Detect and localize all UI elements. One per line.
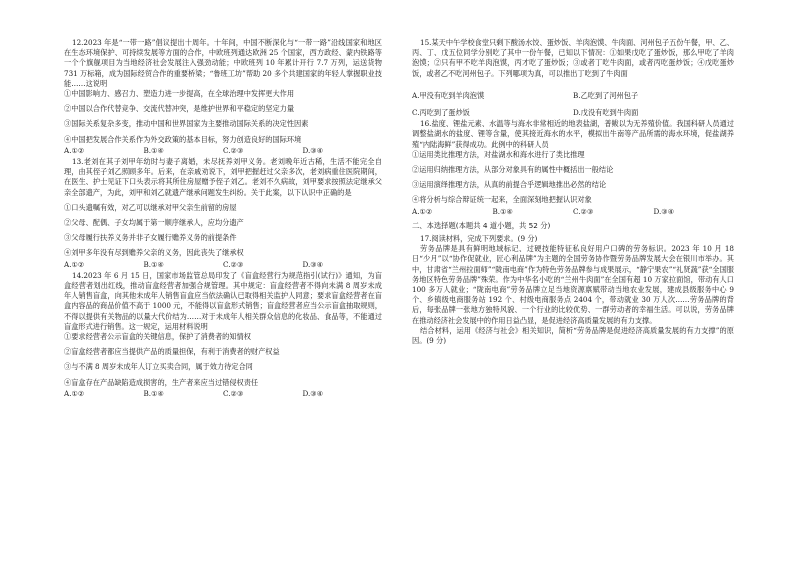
q12-option-1: ①中国影响力、感召力、塑造力进一步提高，在全球治理中发挥更大作用 xyxy=(64,89,295,99)
q16-choice-d: D.③④ xyxy=(653,206,675,216)
q12-choice-d: D.③④ xyxy=(302,145,324,155)
q14-option-1: ①要求经营者公示盲盒的关键信息，保护了消费者的知情权 xyxy=(64,332,251,342)
q16-option-2: ②运用归纳推理方法，从部分对象具有的属性中概括出一般结论 xyxy=(412,165,614,175)
q12-choice-b: B.①④ xyxy=(143,145,164,155)
q13-option-3: ③父母履行扶养义务并非子女履行赡养义务的前提条件 xyxy=(64,233,237,243)
q12-choices xyxy=(64,146,382,156)
q13-choice-d: D.③④ xyxy=(302,259,324,269)
section-2-heading: 二、本选择题(本题共 4 道小题，共 52 分) xyxy=(412,220,551,230)
q14-choice-b: B.①④ xyxy=(143,388,164,398)
q13-option-2: ②父母、配偶、子女均属于第一顺序继承人，应均分遗产 xyxy=(64,218,244,228)
q16-option-1: ①运用类比推理方法，对盐湖水和海水进行了类比推理 xyxy=(412,149,585,159)
q13-choices xyxy=(64,260,382,270)
q13-choice-c: C.②③ xyxy=(223,259,244,269)
right-column xyxy=(412,38,734,346)
q16-choice-c: C.②③ xyxy=(573,206,594,216)
q14-choice-a: A.①② xyxy=(64,388,85,398)
q13-option-1: ①口头遗嘱有效，对乙可以继承对甲父亲生前留的房屋 xyxy=(64,202,237,212)
q14-choice-c: C.②③ xyxy=(223,388,244,398)
q12-option-4: ④中国把发展合作关系作为外交政策的基本目标，努力创造良好的国际环境 xyxy=(64,134,302,144)
q14-option-2: ②盲盒经营者都应当提供产品的质量担保，有利于消费者的财产权益 xyxy=(64,347,280,357)
q14-choice-d: D.③④ xyxy=(302,388,324,398)
q16-option-4: ④将分析与综合辩证统一起来，全面深刻地把握认识对象 xyxy=(412,195,592,205)
q16-choices xyxy=(412,207,734,217)
q14-option-3: ③与不满 8 周岁未成年人订立买卖合同，属于效力待定合同 xyxy=(64,362,253,372)
q14-option-4: ④盲盒存在产品缺陷造成损害的，生产者来应当过错侵权责任 xyxy=(64,377,259,387)
q13-stem: 13.老刘在其子刘甲年幼时与妻子离婚，未尽抚养刘甲义务。老刘晚年近古稀，生活不能完全自理，由其侄子刘乙照顾多年。后来，在亲戚劝说下，刘甲把握赶过父亲多次，老刘病重住医院期间，在医生、护士见证下口头表示将其所住房屋赠予侄子刘乙。老刘不久病故，刘甲要求按照法定继承父亲全部遗产，为此，刘甲和刘乙就遗产继承问题发生纠纷。关于此案，以下认识中正确的是 xyxy=(64,157,382,197)
q15-choice-d: D.戊没有吃到牛肉面 xyxy=(573,108,639,118)
q14-choices xyxy=(64,389,382,399)
q16-stem: 16.盐度、锂盐元素、水温等与海水非常相近的地表盐湖，普鲅以为无养殖价值。我国科研人员通过调整盐湖水的盐度、锂等含量，使其接近海水的水平，模拟出牛南等产品所需的海水环境，促盐湖养殖“内陆海鲜”获得成功。此例中的科研人员 xyxy=(412,119,734,149)
q15-choice-b: B.乙吃到了河州包子 xyxy=(573,90,639,100)
q16-option-3: ③运用演绎推理方法，从真的前提合乎逻辑地推出必然的结论 xyxy=(412,180,607,190)
q12-option-2: ②中国以合作代替竞争、交流代替冲突，是维护世界和平稳定的坚定力量 xyxy=(64,104,295,114)
left-column xyxy=(64,38,382,400)
q12-choice-a: A.①② xyxy=(64,145,85,155)
q15-choice-a: A.甲没有吃到羊肉泡馍 xyxy=(412,90,485,100)
q13-choice-a: A.①② xyxy=(64,259,85,269)
q17-material: 劳务品牌是具有鲜明地域标记、过硬技能特征私良好用户口碑的劳务标识。2023 年 10 月 18 日“少月”以“协作促就业，匠心利品牌”为主题的全国劳务协作暨劳务品牌发展大会在银川市举办。其中，甘肃省“兰州拉面师”“陇南电商”作为特色劳务品牌参与成果展示，“静宁果农”“礼贤蔬”获“全国服务地区特色劳务品牌”殊荣。作为中华名小吃的“兰州牛肉面”在全国有超 10 万家拉面馆，带动有人口 100 多万人就业；“陇南电商”劳务品牌立足当地资源禀赋带动当地农业发展，建成县级服务中心 9 个、乡镇级电商服务站 192 个、村级电商服务点 2404 个，带动就业 30 万人次……劳务品牌的背后，每张品牌一张地方独特风貌、一个行业的比较优势、一群劳动者的幸福生活。可以说，劳务品牌在推动经济社会发展中的作用日益凸显，是促进经济高质量发展的有力支撑。 xyxy=(412,244,734,325)
q13-choice-b: B.①④ xyxy=(143,259,164,269)
q15-stem: 15.某天中午学校食堂只剩下酸汤水饺、蛋炒饭、羊肉泡馍、牛肉面、河州包子五份午餐，甲、乙、丙、丁、戊五位同学分别吃了其中一份午餐，已知以下情况：①如果戊吃了蛋炒饭，那么甲吃了羊肉泡馍；②只有甲不吃羊肉泡馍，丙才吃了蛋炒饭；③或者丁吃牛肉面，或者丙吃蛋炒饭；④戊吃蛋炒饭，或者乙不吃河州包子。下列哪项为真，可以推出丁吃到了牛肉面 xyxy=(412,38,734,78)
q15-choice-c: C.丙吃到了蛋炒饭 xyxy=(412,108,470,118)
q16-choice-b: B.①④ xyxy=(492,206,513,216)
q17-stem: 17.阅读材料，完成下列要求。(9 分) xyxy=(420,234,538,244)
q15-choices-row1 xyxy=(412,91,734,101)
q16-choice-a: A.①② xyxy=(412,206,433,216)
q12-option-3: ③国际关系复杂多变，推动中国和世界国家为主要推动国际关系的决定性因素 xyxy=(64,119,309,129)
q12-choice-c: C.②③ xyxy=(223,145,244,155)
q12-stem: 12.2023 年是“一带一路”倡议提出十周年。十年间，中国不断深化与“一带一路”沿线国家和地区在生态环境保护、可持续发展等方面的合作，中欧班列通达欧洲 25 个国家，西方政经、蒙内铁路等一个个旗舰项目为当地经济社会发展注入强劲动能；中欧班列 10 年累计开行 7.7 万列，运送货物 731 万标箱，成为国际经贸合作的重要桥梁；“鲁班工坊”帮助 20 多个共建国家的年轻人掌握职业技能……这说明 xyxy=(64,38,382,88)
q15-choices-row2 xyxy=(412,108,734,118)
q17-task: 结合材料，运用《经济与社会》相关知识，简析“劳务品牌是促进经济高质量发展的有力支撑”的原因。(9 分) xyxy=(412,325,734,346)
q13-option-4: ④刘甲多年没有尽到赡养父亲的义务，因此丧失了继承权 xyxy=(64,248,244,258)
q14-stem: 14.2023 年 6 月 15 日，国家市场监管总局印发了《盲盒经营行为规范指引(试行)》通知，为盲盒经营者划出红线，推动盲盒经营者加强合规管理。其中规定：盲盒经营者不得向未满 8 周岁未成年人销售盲盒，向其他未成年人销售盲盒应当依法确认已取得相关监护人同意；要求盲盒经营者在盲盒内容品的商品价值不高于 1000 元，不能得以盲盒形式销售；盲盒经营者应当公示盲盒抽取规则，不得以提供有关物品的以量大代价结为……对于未成年人相关群众信息的化妆品、食品等，不能通过盲盒形式进行销售。这一规定，运用材料说明 xyxy=(64,270,382,331)
